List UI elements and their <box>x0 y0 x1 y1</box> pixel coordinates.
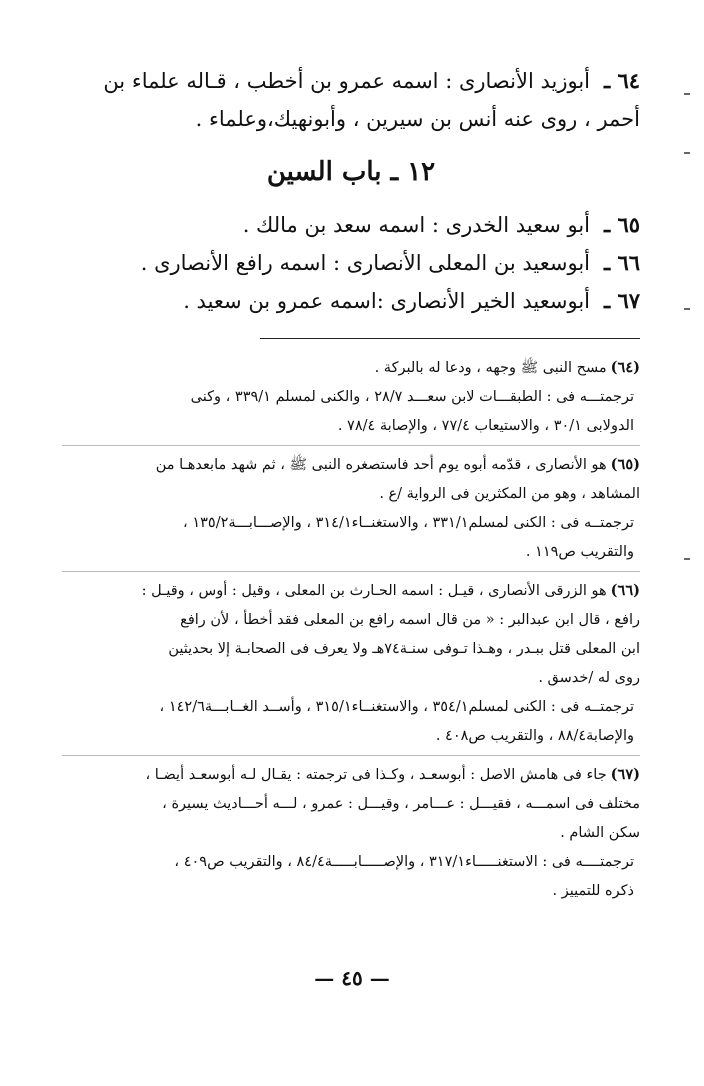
footnote-line: هو الأنصارى ، قدّمه أبوه يوم أحد فاستصغره النبى ﷺ ، ثم شهد مابعدهـا من <box>155 457 607 473</box>
footnote-line: ابن المعلى قتل ببـدر ، وهـذا تـوفى سنـة٧٤هـ ولا يعرف فى الصحابـة إلا بحديثين <box>168 641 640 657</box>
footnote-references <box>62 848 640 906</box>
entry-number: ٦٧ ـ <box>603 288 640 313</box>
entry-text: أبوسعيد بن المعلى الأنصارى : اسمه رافع الأنصارى . <box>140 251 590 275</box>
footnote-references <box>62 693 640 751</box>
margin-mark <box>684 308 690 310</box>
footnote-65 <box>62 450 640 572</box>
footnote-references <box>62 383 640 441</box>
main-entry-65 <box>62 206 640 244</box>
reference-line: ذكره للتمييز . <box>552 883 634 899</box>
entry-line: أبوزيد الأنصارى : اسمه عمرو بن أخطب ، قـاله علماء بن <box>103 69 590 93</box>
chapter-heading: ١٢ ـ باب السين <box>266 157 436 187</box>
footnote-number: (٦٦) <box>610 582 640 599</box>
page-number: — ٤٥ — <box>314 966 390 990</box>
main-text <box>62 62 640 320</box>
footnote-64 <box>62 353 640 446</box>
reference-line: والإصابة٨٨/٤ ، والتقريب ص٤٠٨ . <box>435 728 634 744</box>
entry-text: أبوسعيد الخير الأنصارى :اسمه عمرو بن سعيد . <box>183 289 590 313</box>
footnote-line: سكن الشام . <box>560 825 640 841</box>
footnote-line: جاء فى هامش الاصل : أبوسعـد ، وكـذا فى ترجمته : يقـال لـه أبوسعـد أيضـا ، <box>145 767 607 783</box>
reference-line: ترجمتــــه فى : الاستغنـــــاء٣١٧/١ ، والإصـــــابـــــة٨٤/٤ ، والتقريب ص٤٠٩ ، <box>174 854 634 870</box>
margin-mark <box>684 152 690 154</box>
page-body <box>62 62 640 914</box>
footnote-divider <box>260 338 640 339</box>
footnote-text <box>62 450 640 480</box>
footnote-number: (٦٥) <box>610 456 640 473</box>
reference-line: ترجمتـــه فى : الطبقـــات لابن سعـــد ٢٨/٧ ، والكنى لمسلم ٣٣٩/١ ، وكنى <box>190 389 634 405</box>
footnote-line: مسح النبى ﷺ وجهه ، ودعا له بالبركة . <box>374 360 607 376</box>
reference-line: ترجمتــه فى : الكنى لمسلم٣٣١/١ ، والاستغنــاء٣١٤/١ ، والإصـــابـــة١٣٥/٢ ، <box>183 515 634 531</box>
footnote-number: (٦٧) <box>610 766 640 783</box>
entry-line: أحمر ، روى عنه أنس بن سيرين ، وأبونهيك،وعلماء . <box>195 107 640 131</box>
footnote-text <box>62 576 640 606</box>
entry-text: أبو سعيد الخدرى : اسمه سعد بن مالك . <box>242 213 590 237</box>
reference-line: الدولابى ٣٠/١ ، والاستيعاب ٧٧/٤ ، والإصابة ٧٨/٤ . <box>337 418 634 434</box>
reference-line: والتقريب ص١١٩ . <box>525 544 634 560</box>
main-entry-66 <box>62 244 640 282</box>
footnote-text <box>62 760 640 790</box>
entry-number: ٦٤ ـ <box>603 68 640 93</box>
footnote-text <box>62 353 640 383</box>
footnote-line: هو الزرقى الأنصارى ، قيـل : اسمه الحـارث بن المعلى ، وقيل : أوس ، وقيـل : <box>141 583 607 599</box>
margin-mark <box>684 558 690 560</box>
footnote-references <box>62 509 640 567</box>
footnote-line: روى له /خدسق . <box>538 670 640 686</box>
margin-mark <box>684 93 690 95</box>
footnote-line: رافع ، قال ابن عبدالبر : « من قال اسمه رافع بن المعلى فقد أخطأ ، لأن رافع <box>180 612 640 628</box>
footnote-line: مختلف فى اسمـــه ، فقيـــل : عـــامر ، وقيـــل : عمرو ، لـــه أحـــاديث يسيرة ، <box>162 796 640 812</box>
footnote-66 <box>62 576 640 756</box>
main-entry-67 <box>62 282 640 320</box>
reference-line: ترجمتــه فى : الكنى لمسلم٣٥٤/١ ، والاستغنــاء٣١٥/١ ، وأســد الغــابـــة١٤٢/٦ ، <box>159 699 634 715</box>
footnote-number: (٦٤) <box>610 359 640 376</box>
entry-number: ٦٦ ـ <box>603 250 640 275</box>
footnote-67 <box>62 760 640 910</box>
entry-number: ٦٥ ـ <box>603 212 640 237</box>
main-entry-64 <box>62 62 640 138</box>
footnotes <box>62 353 640 910</box>
footnote-line: المشاهد ، وهو من المكثرين فى الرواية /ع . <box>379 486 640 502</box>
